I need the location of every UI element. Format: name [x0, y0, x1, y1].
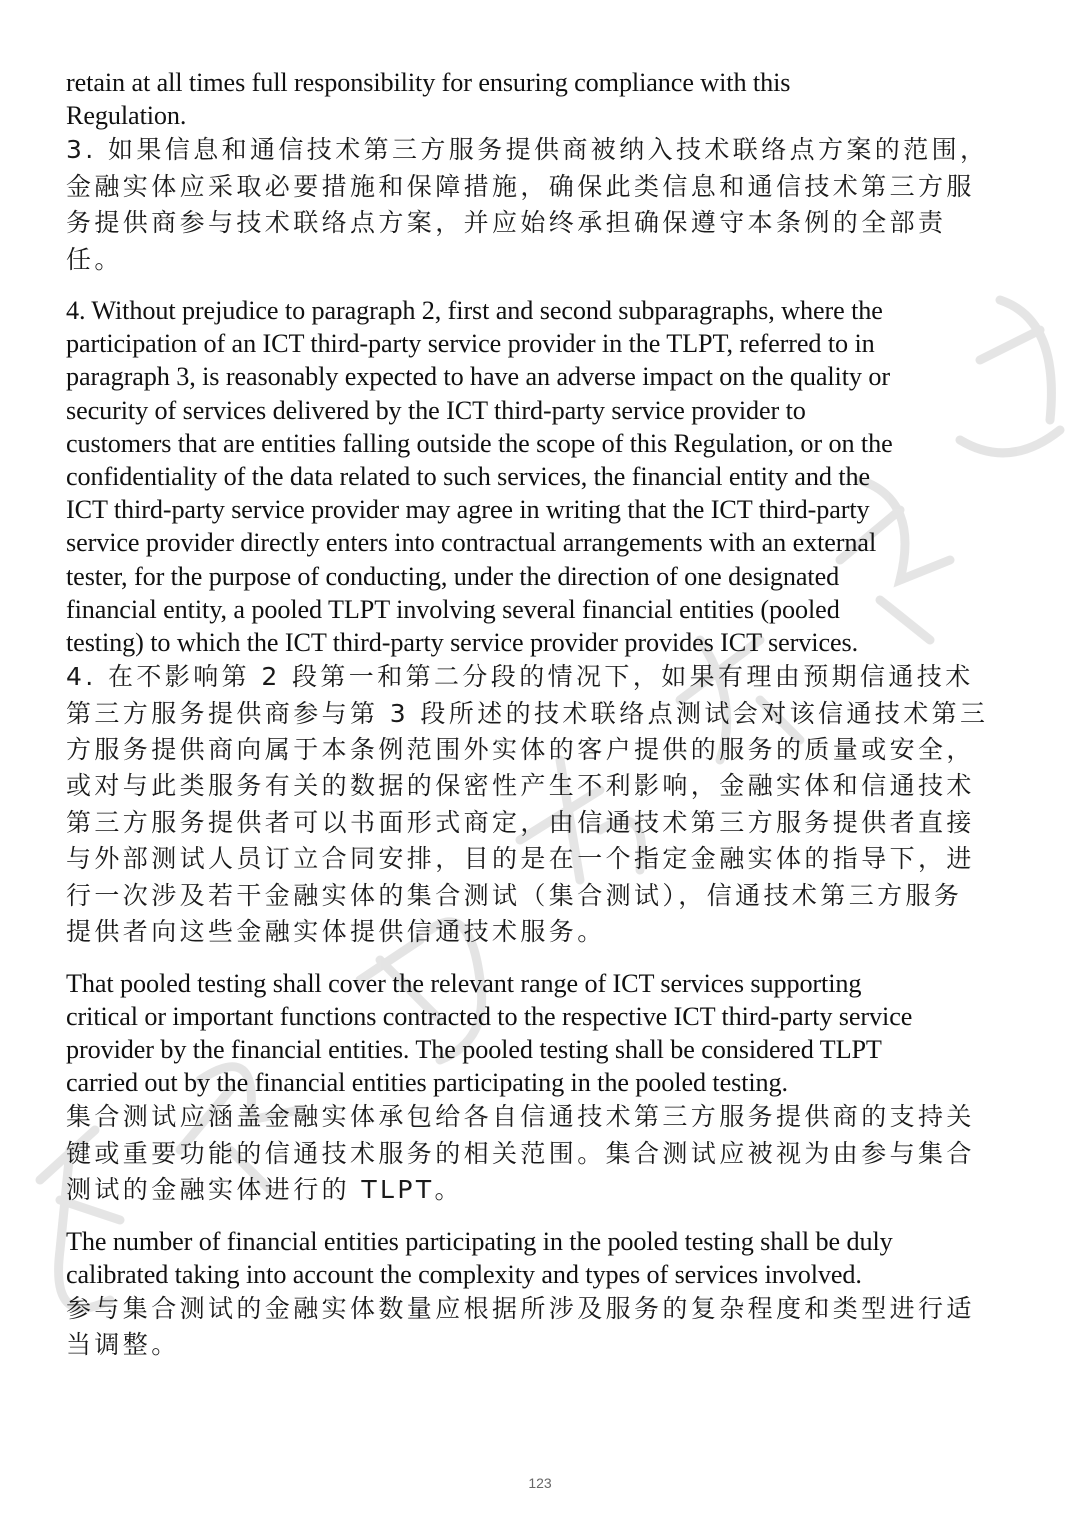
- paragraph-en-4: The number of financial entities participating in the pooled testing shall be duly calibrated taking into account the complexity and types of services involved.: [66, 1226, 893, 1289]
- paragraph-en-1: retain at all times full responsibility for ensuring compliance with this Regulation.: [66, 68, 791, 131]
- paragraph-en-2: 4. Without prejudice to paragraph 2, first and second subparagraphs, where the participation of an ICT third-party service provider in the TLPT, referred to in paragraph 3, is reasonably expected to have an adverse impact on the quality or security of services delivered by the ICT third-party service provider to customers that are entities falling outside the scope of this Regulation, or on the confidentiality of the data related to such services, the financial entity and the ICT third-party service provider may agree in writing that the ICT third-party service provider directly enters into contractual arrangements with an external tester, for the purpose of conducting, under the direction of one designated financial entity, a pooled TLPT involving several financial entities (pooled testing) to which the ICT third-party service provider provides ICT services.: [66, 296, 893, 658]
- paragraph-zh-2: 4. 在不影响第 2 段第一和第二分段的情况下，如果有理由预期信通技术 第三方服务提供商参与第 3 段所述的技术联络点测试会对该信通技术第三 方服务提供商向属于本条例范围外实体的客户提供的服务的质量或安全， 或对与此类服务有关的数据的保密性产生不利影响，金融实体和信通技术 第三方服务提供者可以书面形式商定，由信通技术第三方服务提供者直接 与外部测试人员订立合同安排，目的是在一个指定金融实体的指导下，进 行一次涉及若干金融实体的集合测试（集合测试），信通技术第三方服务 提供者向这些金融实体提供信通技术服务。: [66, 662, 989, 947]
- paragraph-zh-4: 参与集合测试的金融实体数量应根据所涉及服务的复杂程度和类型进行适 当调整。: [66, 1293, 975, 1360]
- paragraph-zh-1: 3. 如果信息和通信技术第三方服务提供商被纳入技术联络点方案的范围， 金融实体应采取必要措施和保障措施，确保此类信息和通信技术第三方服 务提供商参与技术联络点方案，并应始终承担确保遵守本条例的全部责 任。: [66, 135, 989, 274]
- paragraph-en-3: That pooled testing shall cover the relevant range of ICT services supporting critical or important functions contracted to the respective ICT third-party service provider by the financial entities. The pooled testing shall be considered TLPT carried out by the financial entities participating in the pooled testing.: [66, 968, 913, 1098]
- paragraph-zh-3: 集合测试应涵盖金融实体承包给各自信通技术第三方服务提供商的支持关 键或重要功能的信通技术服务的相关范围。集合测试应被视为由参与集合 测试的金融实体进行的 TLPT。: [66, 1102, 975, 1205]
- page-number: 123: [528, 1475, 552, 1491]
- document-page: [66, 66, 1026, 1364]
